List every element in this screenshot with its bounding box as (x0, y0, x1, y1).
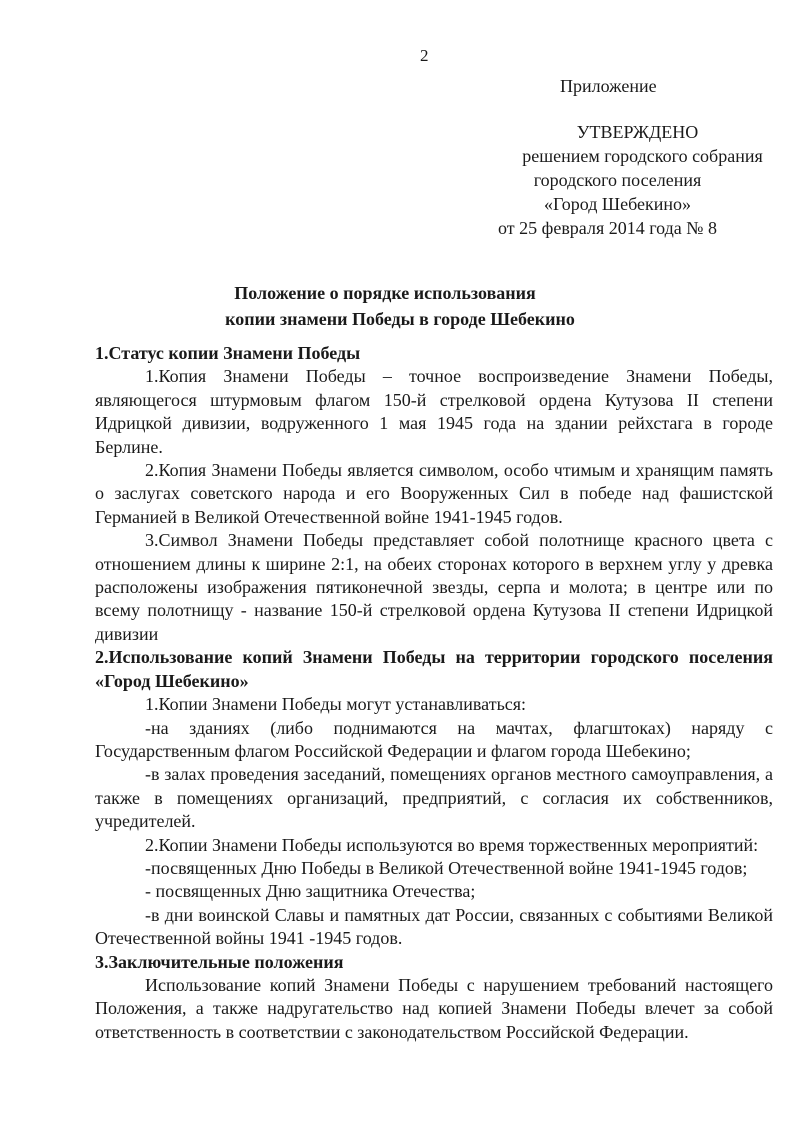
appendix-label: Приложение (560, 76, 657, 96)
page-number: 2 (420, 46, 429, 65)
approval-line2: городского поселения (533, 170, 702, 190)
approval-line3: «Город Шебекино» (543, 194, 692, 214)
section3-heading: 3.Заключительные положения (95, 951, 344, 972)
approval-block (420, 120, 765, 240)
section2-paragraph2: -на зданиях (либо поднимаются на мачтах, флагштоках) наряду с Государственным флагом Российской Федерации и флагом города Шебекино; (95, 717, 773, 761)
section1-paragraph1: 1.Копия Знамени Победы – точное воспроизведение Знамени Победы, являющегося штурмовым флагом 150-й стрелковой ордена Кутузова II степени Идрицкой дивизии, водруженного 1 мая 1945 года на здании рейхстага в городе Берлине. (95, 366, 773, 457)
title-line1: Положение о порядке использования (234, 283, 536, 303)
section2-paragraph5: -посвященных Дню Победы в Великой Отечественной войне 1941-1945 годов; (145, 857, 748, 878)
document-title (0, 280, 800, 332)
section2-heading: 2.Использование копий Знамени Победы на территории городского поселения «Город Шебекино» (95, 647, 773, 691)
title-line2: копии знамени Победы в городе Шебекино (225, 309, 575, 329)
document-body (95, 342, 773, 1044)
show-through-header (270, 72, 276, 98)
section3-paragraph1: Использование копий Знамени Победы с нарушением требований настоящего Положения, а также надругательство над копией Знамени Победы влечет за собой ответственность в соответствии с законодательством Российской Федерации. (95, 974, 773, 1042)
section1-paragraph2: 2.Копия Знамени Победы является символом, особо чтимым и хранящим память о заслугах советского народа и его Вооруженных Сил в победе над фашистской Германией в Великой Отечественной войне 1941-1945 годов. (95, 460, 773, 527)
section1-paragraph3: 3.Символ Знамени Победы представляет собой полотнище красного цвета с отношением длины к ширине 2:1, на обеих сторонах которого в верхнем углу у древка расположены изображения пятиконечной звезды, серпа и молота; в центре или по всему полотнищу - название 150-й стрелковой ордена Кутузова II степени Идрицкой дивизии (95, 530, 773, 644)
section2-paragraph6: - посвященных Дню защитника Отечества; (145, 881, 476, 902)
approval-line1: решением городского собрания (522, 146, 763, 166)
section1-heading: 1.Статус копии Знамени Победы (95, 343, 361, 363)
section2-paragraph3: -в залах проведения заседаний, помещениях органов местного самоуправления, а также в помещениях организаций, предприятий, с согласия их собственников, учредителей. (95, 764, 773, 832)
section2-paragraph4: 2.Копии Знамени Победы используются во время торжественных мероприятий: (145, 834, 759, 855)
section2-paragraph7: -в дни воинской Славы и памятных дат России, связанных с событиями Великой Отечественной войны 1941 -1945 годов. (95, 904, 773, 949)
approval-heading: УТВЕРЖДЕНО (576, 122, 699, 142)
approval-line4: от 25 февраля 2014 года № 8 (498, 218, 717, 238)
section2-paragraph1: 1.Копии Знамени Победы могут устанавливаться: (145, 694, 527, 715)
